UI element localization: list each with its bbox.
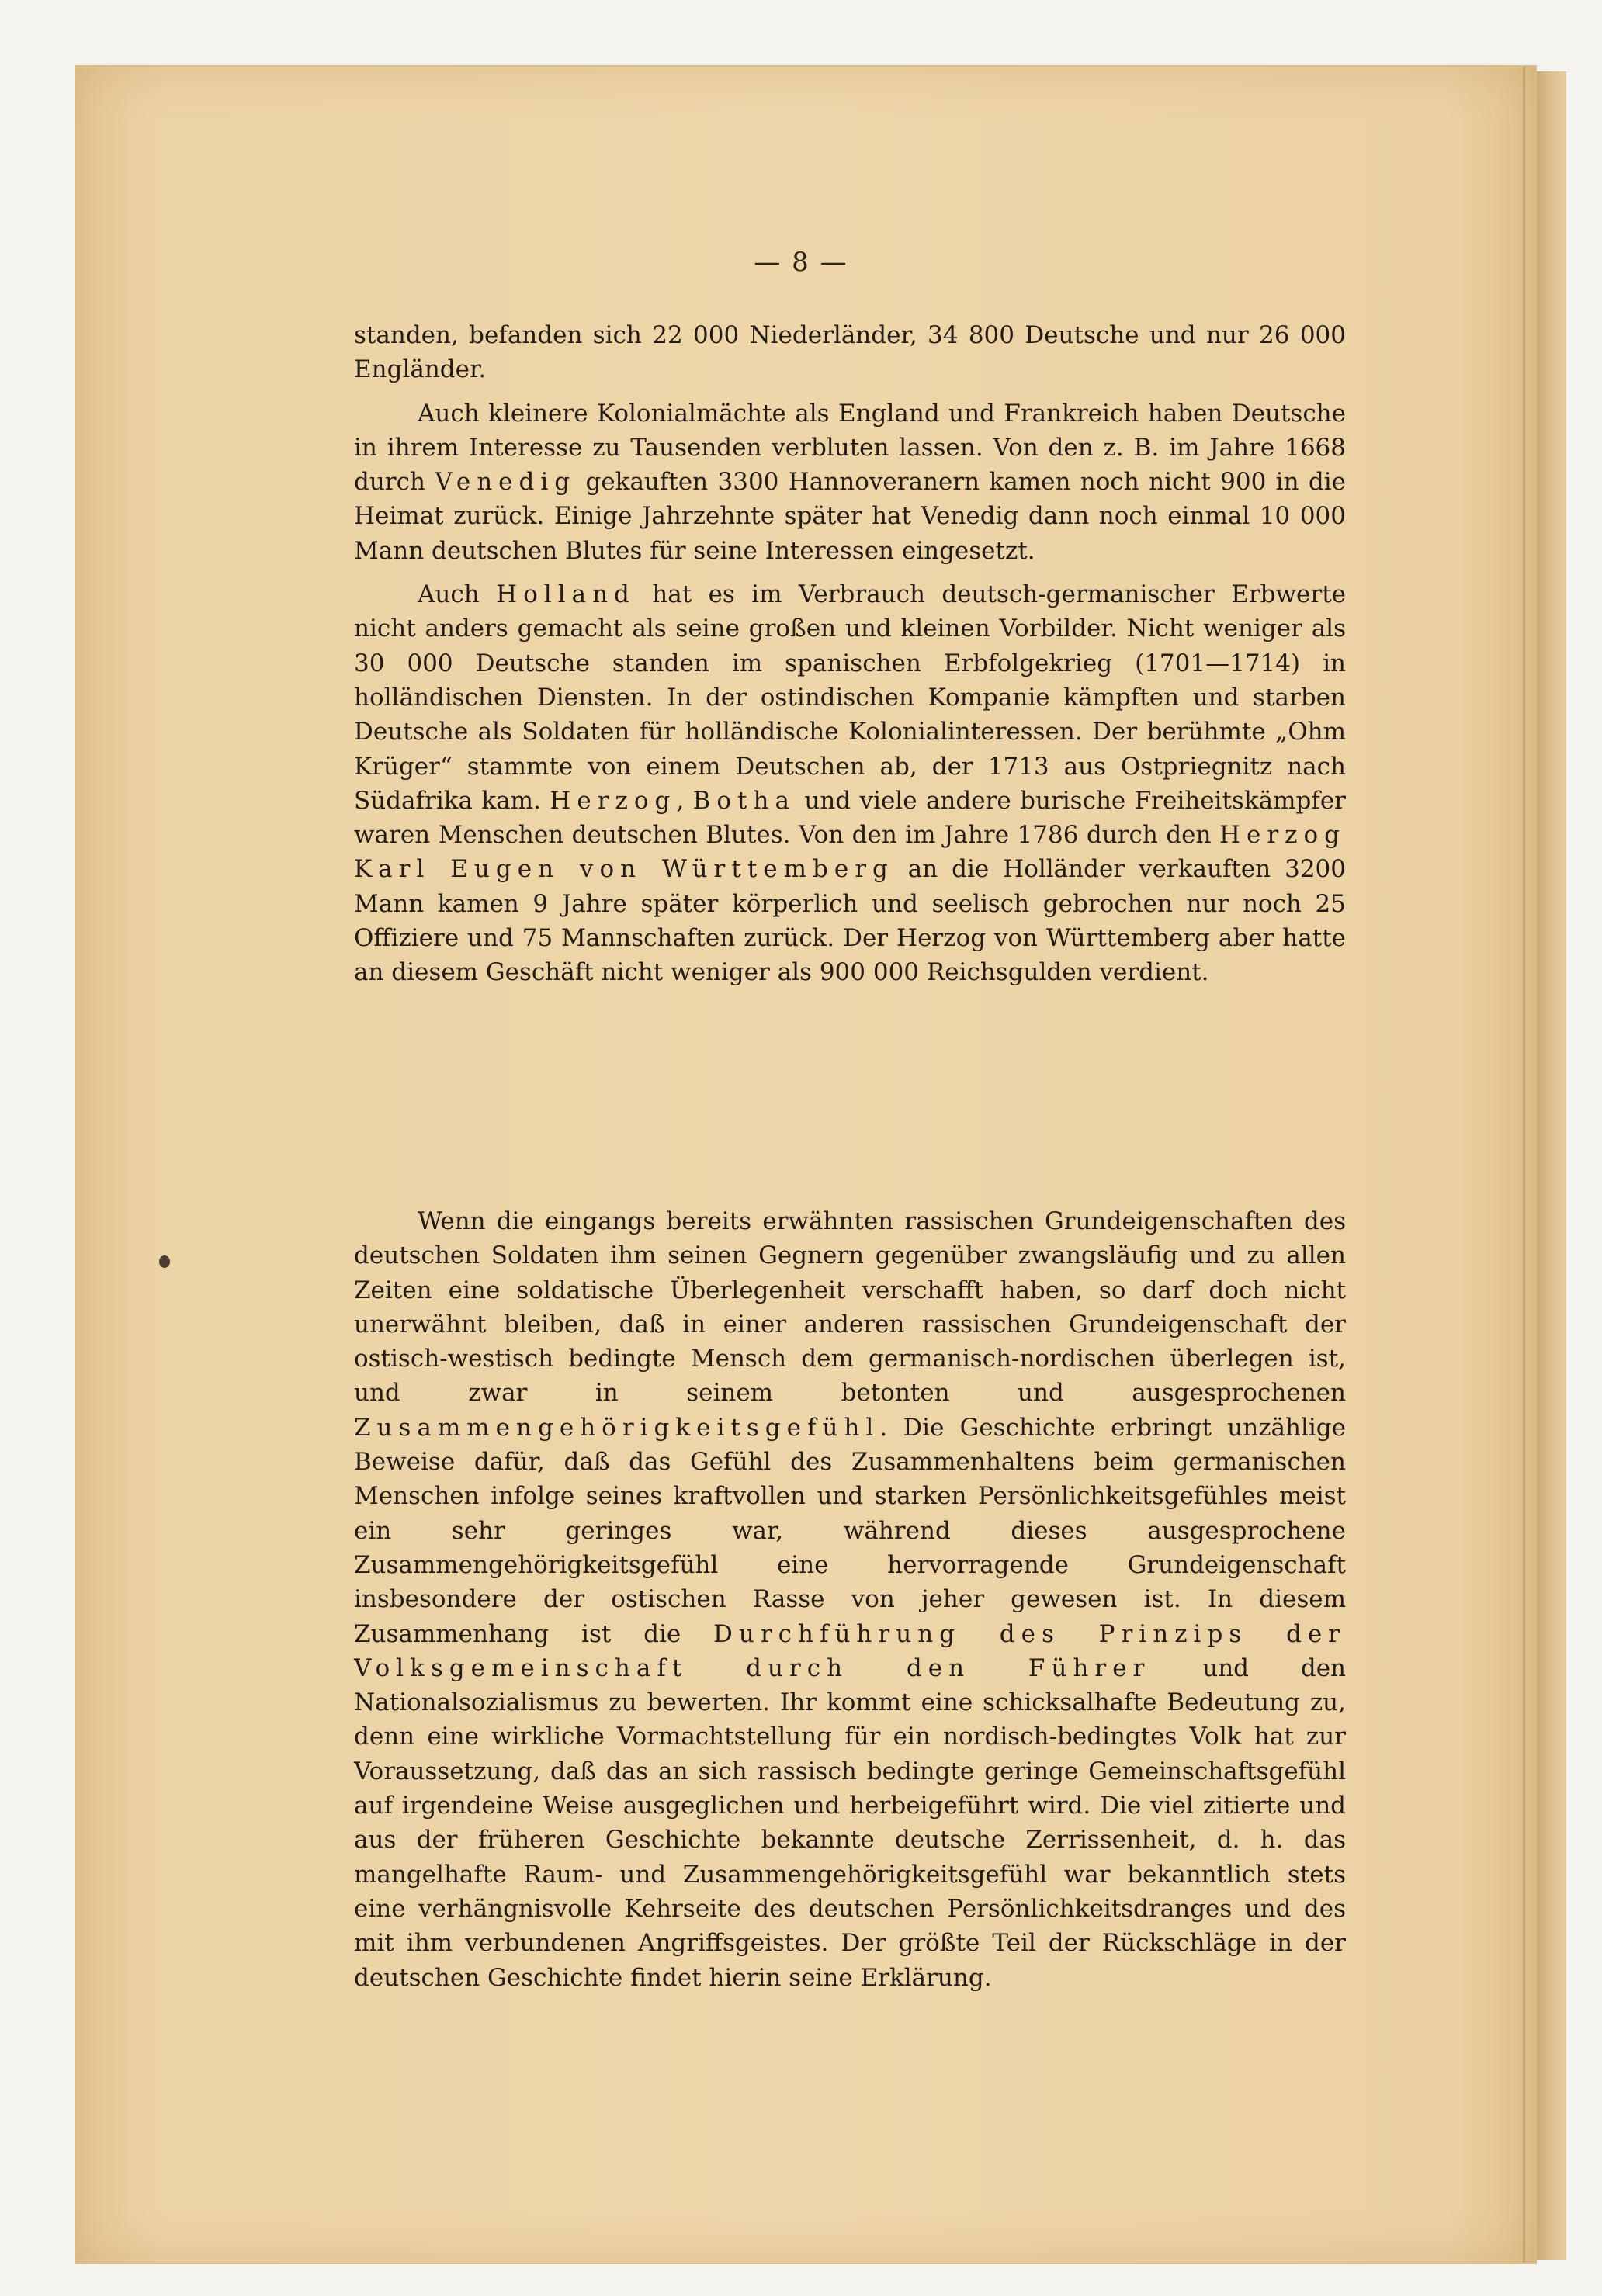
text-run: und viele andere burische Freiheitskämpfer waren Menschen deutschen Blutes. Von den im Jahre 1786 durch den [354, 786, 1346, 850]
text-run: und den Nationalsozialismus zu bewerten. Ihr kommt eine schicksalhafte Bedeutung zu, denn eine wirkliche Vormachtstellung für ein nordisch-bedingtes Volk hat zur Voraussetzung, daß das an sich rassisch bedingte geringe Gemeinschaftsgefühl auf irgendeine Weise ausgeglichen und herbeigeführt wird. Die viel zitierte und aus der früheren Geschichte bekannte deutsche Zerrissenheit, d. h. das mangelhafte Raum- und Zusammengehörigkeitsgefühl war bekanntlich stets eine verhängnisvolle Kehrseite des deutschen Persönlichkeitsdranges und des mit ihm verbundenen Angriffsgeistes. Der größte Teil der Rückschläge in der deutschen Geschichte findet hierin seine Erklärung. [354, 1654, 1347, 1992]
page-number: — 8 — [754, 247, 848, 278]
spaced-emphasis: Zusammengehörigkeitsgefühl [354, 1413, 880, 1442]
paragraph [354, 397, 1346, 568]
spaced-emphasis: Durchführung des Prinzips der Volksgemeinschaft durch den Führer [354, 1619, 1346, 1682]
text-run: Auch kleinere Kolonialmächte als England und Frankreich haben Deutsche in ihrem Interesse zu Tausenden verbluten lassen. Von den z. B. im Jahre 1668 durch [354, 399, 1346, 497]
text-run: an die Holländer verkauften 3200 Mann kamen 9 Jahre später körperlich und seelisch gebrochen nur noch 25 Offiziere und 75 Mannschaften zurück. Der Herzog von Württemberg aber hatte an diesem Geschäft nicht weniger als 900 000 Reichsgulden verdient. [354, 855, 1346, 987]
text-run: hat es im Verbrauch deutsch-germanischer Erbwerte nicht anders gemacht als seine großen und kleinen Vorbilder. Nicht weniger als 30 000 Deutsche standen im spanischen Erbfolgekrieg (1701—1714) in holländischen Diensten. In der ostindischen Kompanie kämpften und starben Deutsche als Soldaten für holländische Kolonialinteressen. Der berühmte „Ohm Krüger“ stammte von einem Deutschen ab, der 1713 aus Ostpriegnitz nach Südafrika kam. [354, 580, 1346, 815]
text-section-upper [354, 318, 1346, 990]
text-run: . Die Geschichte erbringt unzählige Beweise dafür, daß das Gefühl des Zusammenhaltens beim germanischen Menschen infolge seines kraftvollen und starken Persönlichkeitsgefühles meist ein sehr geringes war, während dieses ausgesprochene Zusammengehörigkeitsgefühl eine hervorragende Grundeigenschaft insbesondere der ostischen Rasse von jeher gewesen ist. In diesem Zusammenhang ist die [354, 1413, 1346, 1648]
text-run: Auch [418, 580, 497, 609]
next-page-edge [1535, 71, 1566, 2260]
spaced-emphasis: Holland [496, 580, 636, 609]
text-run: , [676, 786, 693, 815]
text-run: gekauften 3300 Hannoveranern kamen noch nicht 900 in die Heimat zurück. Einige Jahrzehnte später hat Venedig dann noch einmal 10 000 Mann deutschen Blutes für seine Interessen eingesetzt. [354, 468, 1346, 565]
spaced-emphasis: Herzog [550, 786, 677, 815]
text-run: standen, befanden sich 22 000 Niederländer, 34 800 Deutsche und nur 26 000 Engländer. [354, 321, 1346, 384]
paragraph [354, 318, 1346, 387]
text-section-lower [354, 1204, 1346, 1995]
paragraph [354, 577, 1346, 990]
spaced-emphasis: Botha [692, 786, 796, 815]
page-fold [1523, 67, 1525, 2263]
spaced-emphasis: Venedig [435, 468, 577, 497]
ink-smudge [159, 1255, 170, 1268]
paragraph [354, 1204, 1346, 1995]
spaced-emphasis: Herzog Karl Eugen von Württemberg [354, 821, 1346, 884]
text-run: Wenn die eingangs bereits erwähnten rassischen Grundeigenschaften des deutschen Soldaten ihm seinen Gegnern gegenüber zwangsläufig und zu allen Zeiten eine soldatische Überlegenheit verschafft haben, so darf doch nicht unerwähnt bleiben, daß in einer anderen rassischen Grundeigenschaft der ostisch-westisch bedingte Mensch dem germanisch-nordischen überlegen ist, und zwar in seinem betonten und ausgesprochenen [354, 1207, 1346, 1408]
